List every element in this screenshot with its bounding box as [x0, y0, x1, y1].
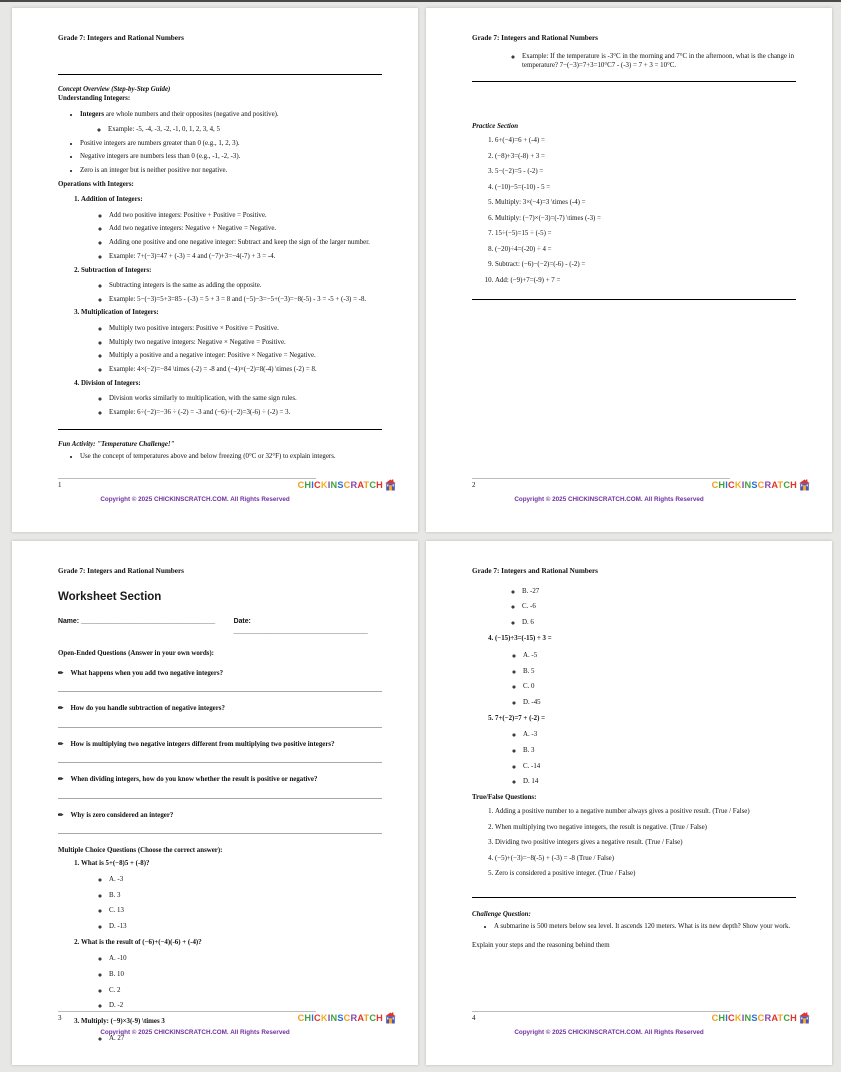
footer-divider	[58, 478, 316, 479]
true-false-list	[472, 807, 796, 879]
list-item: ◦ Adding one positive and one negative integer: Subtract and keep the sign of the larger number.	[109, 238, 382, 248]
mcq-question	[495, 714, 796, 787]
name-date-row	[58, 617, 382, 636]
list-item: • Use the concept of temperatures above and below freezing (0°C or 32°F) to explain integers.	[80, 452, 382, 462]
list-item: ◦ Add two positive integers: Positive + Positive = Positive.	[109, 211, 382, 221]
mcq-question	[81, 938, 382, 1011]
practice-problem: 5. Multiply: 3×(−4)=3 \times (-4) =	[495, 198, 796, 208]
list-item: • A submarine is 500 meters below sea level. It ascends 120 meters. What is its new depth? Show your work.	[494, 922, 796, 932]
question-text: When dividing integers, how do you know whether the result is positive or negative?	[70, 776, 318, 783]
list-item: ◦ Multiply two positive integers: Positive × Positive = Positive.	[109, 324, 382, 334]
practice-problem: 9. Subtract: (−6)−(−2)=(-6) - (-2) =	[495, 260, 796, 270]
pencil-icon: ✏	[58, 776, 64, 783]
page-1-content	[12, 8, 418, 532]
footer-divider	[472, 478, 730, 479]
list-item: ◦ Add two negative integers: Negative + Negative = Negative.	[109, 224, 382, 234]
list-item: • Zero is an integer but is neither positive nor negative.	[80, 166, 382, 176]
mcq-option: ◦ D. -2	[109, 1001, 382, 1011]
answer-line	[58, 727, 382, 728]
page-title: Grade 7: Integers and Rational Numbers	[472, 567, 598, 575]
question-text: How do you handle subtraction of negative integers?	[70, 705, 225, 712]
list-item: ◦ Example: -5, -4, -3, -2, -1, 0, 1, 2, 3, 4, 5	[108, 125, 382, 135]
mcq-option: ◦ D. 6	[522, 618, 796, 628]
document-page-4	[426, 541, 832, 1065]
pencil-icon: ✏	[58, 740, 64, 748]
page-4-content	[426, 541, 832, 1065]
mcq-option: ◦ A. -3	[109, 875, 382, 885]
list-item: ◦ Multiply two negative integers: Negative × Negative = Positive.	[109, 338, 382, 348]
practice-problem: 10. Add: (−9)+7=(-9) + 7 =	[495, 276, 796, 286]
logo-wordmark: CHICKINSCRATCH	[297, 480, 383, 490]
operation-sub-list	[81, 281, 382, 304]
list-item: ◦ Example: 6÷(−2)=−36 ÷ (-2) = -3 and (−6)÷(−2)=3(-6) ÷ (-2) = 3.	[109, 408, 382, 418]
integers-definition: are whole numbers and their opposites (negative and positive).	[104, 110, 279, 118]
question-text: Multiply: (−9)×3(-9) \times 3	[81, 1018, 165, 1025]
schoolhouse-icon	[385, 1012, 396, 1024]
sub-bullet-list	[80, 125, 382, 135]
question-text: Why is zero considered an integer?	[70, 811, 174, 819]
mcq-question	[81, 859, 382, 932]
practice-problem: 6. Multiply: (−7)×(−3)=(-7) \times (-3) =	[495, 214, 796, 224]
chickinscratch-logo	[712, 479, 810, 491]
name-field: Name: ___________________________________	[58, 618, 216, 625]
mcq-option: ◦ A. -10	[109, 954, 382, 964]
open-ended-heading: Open-Ended Questions (Answer in your own words):	[58, 650, 214, 657]
operation-sub-list	[81, 324, 382, 375]
page-number: 1	[58, 481, 62, 489]
operation-title: Subtraction of Integers:	[81, 266, 152, 274]
logo-wordmark: CHICKINSCRATCH	[711, 1013, 797, 1023]
open-ended-question-list	[58, 669, 382, 835]
mcq-option: ◦ C. 0	[523, 682, 796, 692]
fun-activity-heading: Fun Activity: "Temperature Challenge!"	[58, 441, 175, 449]
schoolhouse-icon	[799, 479, 810, 491]
challenge-note: Explain your steps and the reasoning behind them	[472, 941, 610, 949]
document-page-3	[12, 541, 418, 1065]
date-field: Date: ___________________________________	[233, 618, 368, 635]
mcq-question	[495, 634, 796, 707]
pencil-icon: ✏	[58, 811, 64, 819]
list-item: • Negative integers are numbers less than 0 (e.g., -1, -2, -3).	[80, 152, 382, 162]
true-false-item: 3. Dividing two positive integers gives a negative result. (True / False)	[495, 838, 796, 848]
page-number: 4	[472, 1014, 476, 1022]
divider	[58, 429, 382, 430]
chickinscratch-logo	[298, 479, 396, 491]
list-item: ◦ Subtracting integers is the same as adding the opposite.	[109, 281, 382, 291]
question-text: What happens when you add two negative integers?	[70, 669, 224, 677]
mcq-option: ◦ C. 13	[109, 906, 382, 916]
true-false-item: 5. Zero is considered a positive integer. (True / False)	[495, 869, 796, 879]
operations-heading: Operations with Integers:	[58, 180, 134, 188]
open-ended-question-block	[58, 704, 382, 728]
mcq-option: ◦ D. -13	[109, 922, 382, 932]
footer-divider	[472, 1011, 730, 1012]
mcq-heading: Multiple Choice Questions (Choose the correct answer):	[58, 847, 223, 854]
integers-term: Integers	[80, 110, 105, 118]
mcq-options	[495, 730, 796, 787]
mcq-list-continued	[472, 634, 796, 786]
practice-problem: 2. (−8)+3=(-8) + 3 =	[495, 152, 796, 162]
question-text: (−15)÷3=(-15) ÷ 3 =	[495, 635, 552, 643]
open-ended-question-block	[58, 740, 382, 764]
list-item	[81, 308, 382, 374]
mcq-option: ◦ C. -14	[523, 762, 796, 772]
schoolhouse-icon	[385, 479, 396, 491]
divider	[58, 74, 382, 75]
mcq-option: ◦ B. 3	[523, 746, 796, 756]
list-item	[80, 110, 382, 135]
window-top-border	[0, 0, 841, 2]
question-text: What is 5+(−8)5 + (-8)?	[81, 859, 150, 867]
mcq-option: ◦ D. 14	[523, 777, 796, 787]
concept-overview-heading: Concept Overview (Step-by-Step Guide)	[58, 85, 171, 93]
mcq-option: ◦ A. 27	[109, 1034, 382, 1044]
answer-line	[58, 833, 382, 834]
schoolhouse-icon	[799, 1012, 810, 1024]
practice-problem-list	[472, 136, 796, 285]
mcq-option: ◦ B. -27	[522, 587, 796, 597]
practice-problem: 8. (−20)÷4=(-20) ÷ 4 =	[495, 245, 796, 255]
divider	[472, 81, 796, 82]
mcq-option: ◦ C. -6	[522, 602, 796, 612]
list-item: • Positive integers are numbers greater than 0 (e.g., 1, 2, 3).	[80, 139, 382, 149]
page-2-content	[426, 8, 832, 532]
question-text: How is multiplying two negative integers different from multiplying two positive integers?	[70, 740, 335, 748]
chickinscratch-logo	[298, 1012, 396, 1024]
true-false-item: 1. Adding a positive number to a negative number always gives a positive result. (True / False)	[495, 807, 796, 817]
list-item: ◦ Example: 5−(−3)=5+3=85 - (-3) = 5 + 3 = 8 and (−5)−3=−5+(−3)=−8(-5) - 3 = -5 + (-3) = -8.	[109, 295, 382, 305]
challenge-heading: Challenge Question:	[472, 910, 531, 918]
mcq-option: ◦ B. 10	[109, 970, 382, 980]
divider	[472, 299, 796, 300]
footer-divider	[58, 1011, 316, 1012]
page-3-content	[12, 541, 418, 1065]
mcq-option: ◦ C. 2	[109, 986, 382, 996]
page-title: Grade 7: Integers and Rational Numbers	[58, 567, 184, 575]
true-false-item: 2. When multiplying two negative integers, the result is negative. (True / False)	[495, 823, 796, 833]
practice-problem: 4. (−10)−5=(-10) - 5 =	[495, 183, 796, 193]
pencil-icon: ✏	[58, 705, 64, 712]
mcq-options	[81, 875, 382, 932]
list-item: ◦ Example: 7+(−3)=47 + (-3) = 4 and (−7)+3=−4(-7) + 3 = -4.	[109, 252, 382, 262]
true-false-heading: True/False Questions:	[472, 793, 537, 801]
practice-problem: 7. 15÷(−5)=15 ÷ (-5) =	[495, 229, 796, 239]
true-false-item: 4. (−5)+(−3)=−8(-5) + (-3) = -8 (True / False)	[495, 854, 796, 864]
document-page-1	[12, 8, 418, 532]
practice-problem: 3. 5−(−2)=5 - (-2) =	[495, 167, 796, 177]
question-text: 7+(−2)=7 + (-2) =	[495, 714, 546, 722]
list-item: ◦ Multiply a positive and a negative integer: Positive × Negative = Negative.	[109, 351, 382, 361]
logo-wordmark: CHICKINSCRATCH	[297, 1013, 383, 1023]
divider	[472, 897, 796, 898]
understanding-bullet-list	[58, 110, 382, 176]
open-ended-question-block	[58, 811, 382, 835]
operations-list	[58, 195, 382, 417]
copyright-text: Copyright © 2025 CHICKINSCRATCH.COM. All Rights Reserved	[100, 496, 290, 503]
copyright-text: Copyright © 2025 CHICKINSCRATCH.COM. All Rights Reserved	[514, 1029, 704, 1036]
practice-problem: 1. 6+(−4)=6 + (-4) =	[495, 136, 796, 146]
pencil-icon: ✏	[58, 669, 64, 677]
page-number: 2	[472, 481, 476, 489]
answer-line	[58, 798, 382, 799]
list-item	[81, 195, 382, 261]
answer-line	[58, 762, 382, 763]
copyright-text: Copyright © 2025 CHICKINSCRATCH.COM. All Rights Reserved	[100, 1029, 290, 1036]
mcq-options-continued	[472, 587, 796, 628]
mcq-option: ◦ A. -5	[523, 651, 796, 661]
practice-section-heading: Practice Section	[472, 122, 519, 130]
mcq-option: ◦ D. -45	[523, 698, 796, 708]
fun-activity-list	[58, 452, 382, 462]
operation-title: Division of Integers:	[81, 379, 141, 387]
open-ended-question-block	[58, 775, 382, 799]
page-number: 3	[58, 1014, 62, 1022]
mcq-options	[495, 651, 796, 708]
understanding-integers-heading: Understanding Integers:	[58, 95, 131, 102]
worksheet-section-heading: Worksheet Section	[58, 590, 162, 603]
logo-wordmark: CHICKINSCRATCH	[711, 480, 797, 490]
question-text: What is the result of (−6)+(−4)(-6) + (-4)?	[81, 938, 202, 946]
list-item: ◦ Example: If the temperature is -3°C in the morning and 7°C in the afternoon, what is the change in temperature? 7−(−3)=7+3=10°C7 - (-3) = 7 + 3 = 10°C.	[522, 52, 796, 71]
open-ended-question-block	[58, 669, 382, 693]
page-title: Grade 7: Integers and Rational Numbers	[472, 34, 598, 42]
list-item: ◦ Division works similarly to multiplication, with the same sign rules.	[109, 394, 382, 404]
operation-sub-list	[81, 394, 382, 417]
temperature-example-list	[472, 52, 796, 71]
chickinscratch-logo	[712, 1012, 810, 1024]
mcq-options	[81, 954, 382, 1011]
page-title: Grade 7: Integers and Rational Numbers	[58, 34, 184, 42]
operation-title: Addition of Integers:	[81, 196, 143, 204]
list-item	[81, 266, 382, 305]
mcq-option: ◦ A. -3	[523, 730, 796, 740]
answer-line	[58, 691, 382, 692]
mcq-option: ◦ B. 3	[109, 891, 382, 901]
challenge-list	[472, 922, 796, 932]
operation-sub-list	[81, 211, 382, 262]
mcq-option: ◦ B. 5	[523, 667, 796, 677]
operation-title: Multiplication of Integers:	[81, 309, 159, 317]
document-page-2	[426, 8, 832, 532]
list-item: ◦ Example: 4×(−2)=−84 \times (-2) = -8 and (−4)×(−2)=8(-4) \times (-2) = 8.	[109, 365, 382, 375]
list-item	[81, 379, 382, 418]
copyright-text: Copyright © 2025 CHICKINSCRATCH.COM. All Rights Reserved	[514, 496, 704, 503]
